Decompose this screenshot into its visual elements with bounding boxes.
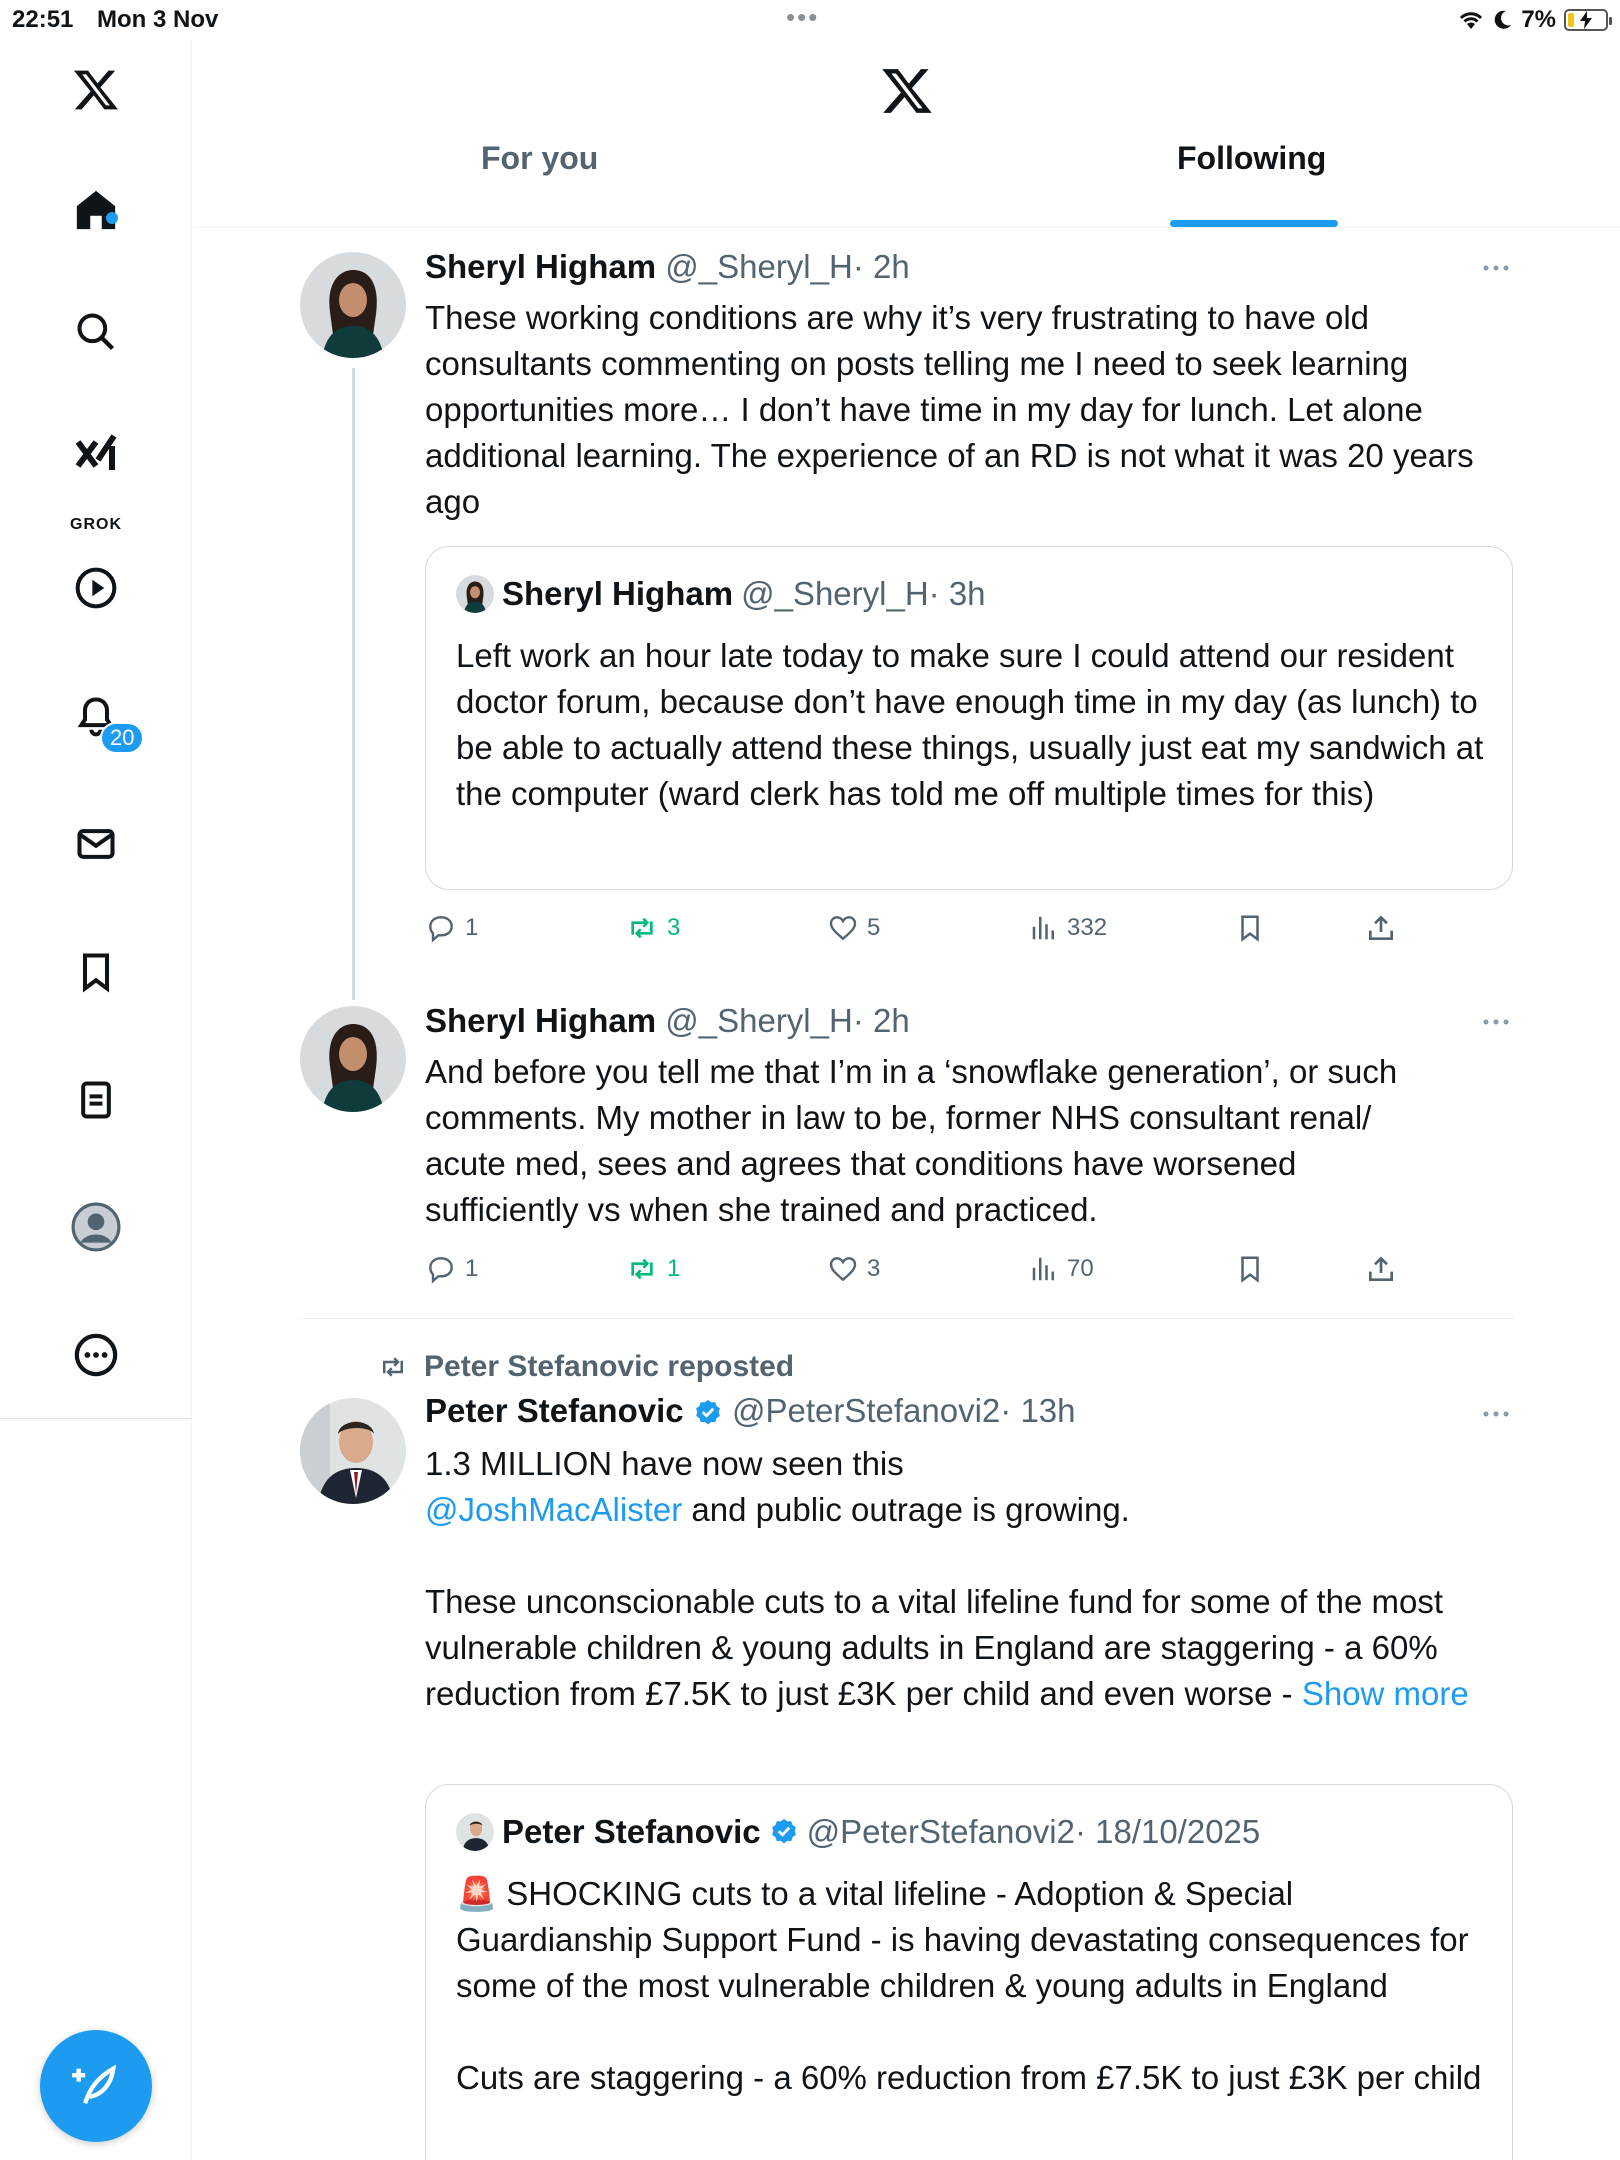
avatar[interactable] <box>300 1398 406 1504</box>
author-handle[interactable]: @_Sheryl_H <box>665 1002 853 1039</box>
bookmark-button[interactable] <box>1235 908 1265 948</box>
bookmark-button[interactable] <box>1235 1249 1265 1289</box>
home-icon[interactable] <box>66 180 126 240</box>
multitasking-dots-icon[interactable]: ••• <box>786 2 820 32</box>
tweet-text: These working conditions are why it’s very frustrating to have old consultants commenting on posts telling me I need to seek learning opportunities more… I don’t have time in my day for lunch. Let alone additional learning. The experience of an RD is not what it was 20 years ago <box>425 299 1474 520</box>
quoted-tweet[interactable] <box>425 1784 1513 2160</box>
status-date: Mon 3 Nov <box>97 6 219 33</box>
wifi-icon <box>1457 9 1485 31</box>
verified-badge-icon <box>769 1817 799 1847</box>
tweet-more-icon[interactable] <box>1478 256 1514 280</box>
quoted-tweet[interactable] <box>425 546 1513 890</box>
like-button[interactable] <box>827 1249 880 1289</box>
quoted-tweet-fragment: SHOCKING cuts to a vital lifeline - Adoption & Special Guardianship Support Fund - is having devastating consequences for some of the most vulnerable children & young adults in England <box>456 1875 1469 2004</box>
repost-count: 3 <box>667 914 681 941</box>
search-icon[interactable] <box>66 302 126 362</box>
reply-count: 1 <box>465 914 479 941</box>
sidebar-divider <box>0 1418 192 1419</box>
view-count: 332 <box>1067 914 1108 941</box>
tweet-header <box>425 1002 910 1040</box>
moon-icon <box>1493 9 1513 31</box>
repost-label: Peter Stefanovic reposted <box>424 1350 795 1383</box>
quoted-tweet-text <box>456 1871 1486 2101</box>
author-name[interactable]: Sheryl Higham <box>425 248 657 285</box>
reply-button[interactable] <box>425 1249 478 1289</box>
share-icon <box>1365 1253 1397 1285</box>
views-button[interactable] <box>1029 908 1107 948</box>
repost-count: 1 <box>667 1255 681 1282</box>
analytics-icon <box>1029 1254 1059 1284</box>
repost-icon <box>376 1352 410 1382</box>
quoted-author-handle: @_Sheryl_H <box>741 575 929 612</box>
share-button[interactable] <box>1365 1249 1397 1289</box>
quoted-tweet-paragraph: Cuts are staggering - a 60% reduction from £7.5K to just £3K per child <box>456 2059 1482 2096</box>
grok-label: GROK <box>70 516 122 533</box>
heart-icon <box>827 1253 859 1285</box>
mail-icon[interactable] <box>66 814 126 874</box>
header-x-logo-icon <box>879 64 935 123</box>
reply-icon <box>425 1253 457 1285</box>
like-count: 3 <box>867 1255 881 1282</box>
battery-percent: 7% <box>1521 6 1556 33</box>
author-name[interactable]: Peter Stefanovic <box>425 1392 684 1429</box>
tweet-text <box>425 1441 1515 1717</box>
bookmark-icon[interactable] <box>66 942 126 1002</box>
tweet-time[interactable]: · 2h <box>852 248 910 285</box>
repost-context[interactable] <box>376 1350 794 1384</box>
share-button[interactable] <box>1365 908 1397 948</box>
compose-post-button[interactable] <box>40 2030 152 2142</box>
author-name[interactable]: Sheryl Higham <box>425 1002 657 1039</box>
compose-feather-icon <box>70 2060 122 2112</box>
x-logo-icon[interactable] <box>66 60 126 120</box>
heart-icon <box>827 912 859 944</box>
profile-avatar-icon[interactable] <box>66 1197 126 1257</box>
quoted-author-name: Peter Stefanovic <box>502 1813 761 1850</box>
notifications-badge: 20 <box>100 722 144 754</box>
status-time: 22:51 <box>12 6 74 33</box>
share-icon <box>1365 912 1397 944</box>
active-tab-indicator <box>1170 220 1338 227</box>
quoted-tweet-text: Left work an hour late today to make sure I could attend our resident doctor forum, because don’t have enough time in my day (as lunch) to be able to actually attend these things, usually just eat my sandwich at the computer (ward clerk has told me off multiple times for this) <box>456 637 1484 812</box>
tweet-text-paragraph <box>425 1579 1515 1717</box>
quoted-author-name: Sheryl Higham <box>502 575 734 612</box>
lists-icon[interactable] <box>66 1070 126 1130</box>
reply-icon <box>425 912 457 944</box>
quoted-avatar <box>456 1813 494 1851</box>
view-count: 70 <box>1067 1255 1094 1282</box>
bookmark-icon <box>1235 1253 1265 1285</box>
tweet-time[interactable]: · 13h <box>1000 1392 1076 1429</box>
status-right <box>1457 6 1608 34</box>
quoted-tweet-time: · 18/10/2025 <box>1074 1813 1261 1850</box>
quoted-tweet-time: · 3h <box>928 575 986 612</box>
tweet-text-fragment: and public outrage is growing. <box>682 1491 1130 1528</box>
avatar[interactable] <box>300 252 406 358</box>
author-handle[interactable]: @_Sheryl_H <box>665 248 853 285</box>
quoted-author-handle: @PeterStefanovi2 <box>806 1813 1075 1850</box>
tweet-header <box>425 1392 1076 1430</box>
video-play-icon[interactable] <box>66 558 126 618</box>
quoted-tweet-header <box>456 1813 1260 1851</box>
reply-count: 1 <box>465 1255 479 1282</box>
quoted-tweet-paragraph <box>456 1871 1486 2009</box>
tweet-actions <box>425 908 1525 948</box>
tab-for-you[interactable]: For you <box>481 140 599 176</box>
battery-icon <box>1564 9 1608 31</box>
repost-button[interactable] <box>625 1249 680 1289</box>
tweet-more-icon[interactable] <box>1478 1010 1514 1034</box>
like-button[interactable] <box>827 908 880 948</box>
analytics-icon <box>1029 913 1059 943</box>
reply-button[interactable] <box>425 908 478 948</box>
views-button[interactable] <box>1029 1249 1094 1289</box>
more-options-icon[interactable] <box>66 1325 126 1385</box>
home-unread-dot <box>106 212 118 224</box>
quoted-tweet-header <box>456 575 986 613</box>
siren-emoji: 🚨 <box>456 1875 498 1912</box>
repost-button[interactable] <box>625 908 680 948</box>
tweet-text: And before you tell me that I’m in a ‘snowflake generation’, or such comments. My mother in law to be, former NHS consultant renal/ acute med, sees and agrees that conditions have worsened sufficiently vs when she trained and practiced. <box>425 1053 1398 1228</box>
like-count: 5 <box>867 914 881 941</box>
verified-badge-icon <box>693 1398 723 1428</box>
show-more-link[interactable]: Show more <box>1301 1675 1469 1712</box>
sidebar <box>0 40 192 2160</box>
avatar[interactable] <box>300 1006 406 1112</box>
tweet-text-line <box>425 1487 1515 1533</box>
tab-following[interactable]: Following <box>1177 140 1327 176</box>
tweet-time[interactable]: · 2h <box>852 1002 910 1039</box>
quoted-avatar <box>456 575 494 613</box>
tweet-actions <box>425 1249 1525 1289</box>
repost-icon <box>625 912 659 944</box>
mention-link[interactable]: @JoshMacAlister <box>425 1491 683 1528</box>
repost-icon <box>625 1253 659 1285</box>
status-bar <box>0 0 1620 40</box>
thread-line <box>352 368 355 1000</box>
tweet-text-fragment: These unconscionable cuts to a vital lifeline fund for some of the most vulnerable children & young adults in England are staggering - a 60% reduction from £7.5K to just £3K per child and even worse - <box>425 1583 1444 1712</box>
tweet-more-icon[interactable] <box>1478 1402 1514 1426</box>
author-handle[interactable]: @PeterStefanovi2 <box>731 1392 1001 1429</box>
tweet-text-line: 1.3 MILLION have now seen this <box>425 1445 904 1482</box>
grok-icon[interactable] <box>66 424 126 484</box>
timeline-header <box>193 40 1620 228</box>
tweet-header <box>425 248 910 286</box>
tweet-divider <box>300 1318 1514 1319</box>
bookmark-icon <box>1235 912 1265 944</box>
